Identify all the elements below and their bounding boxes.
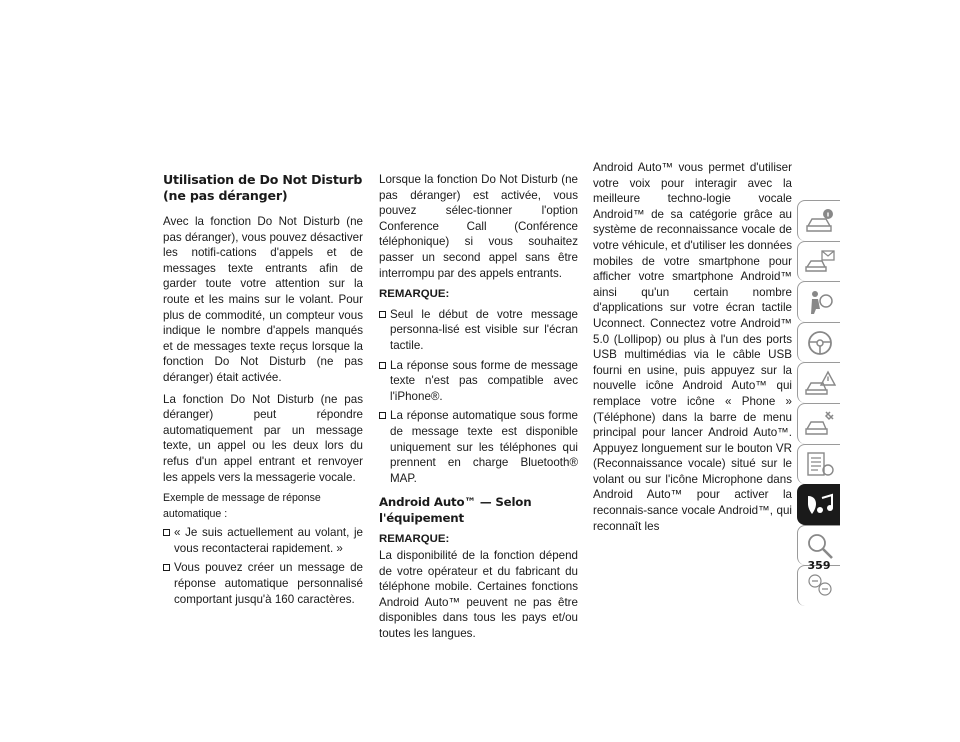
checkbox-bullet-icon: [163, 564, 170, 571]
car-messages-icon: [804, 247, 836, 277]
steering-wheel-icon: [804, 328, 836, 358]
tab-warning[interactable]: [797, 362, 840, 403]
example-label: Exemple de message de réponse automatique :: [163, 492, 321, 520]
multimedia-music-icon: [804, 490, 836, 520]
tab-safety[interactable]: [797, 281, 840, 322]
paragraph: La fonction Do Not Disturb (ne pas déranger) peut répondre automatiquement par un message texte, un appel ou les deux lors du refus d'un appel entrant et renvoyer les appels vers la messagerie vocale.: [163, 392, 363, 484]
tab-multimedia[interactable]: [797, 484, 840, 525]
checkbox-bullet-icon: [163, 529, 170, 536]
chapter-tabs: [797, 200, 841, 606]
safety-airbag-icon: [804, 287, 836, 317]
paragraph: La disponibilité de la fonction dépend de votre opérateur et du fabricant du téléphone mobile. Certaines fonctions Android Auto™ peuvent ne pas être disponibles dans tous les pays et/ou toutes les langues.: [379, 549, 578, 641]
section-heading-android-auto: Android Auto™ — Selon l'équipement: [379, 495, 532, 525]
paragraph: Avec la fonction Do Not Disturb (ne pas déranger), vous pouvez désactiver les notifi-cations d'appels et de messages texte entrants afin de garder toute votre attention sur la route et les mains sur le volant. Pour plus de commodité, un compteur vous indique le nombre d'appels manqués et de messages texte reçus lorsque la fonction Do Not Disturb (ne pas déranger) était activée.: [163, 215, 363, 384]
column-3: [593, 160, 792, 540]
section-heading-do-not-disturb: Utilisation de Do Not Disturb (ne pas déranger): [163, 172, 363, 203]
page-number: 359: [807, 559, 831, 572]
note-label: REMARQUE:: [379, 533, 450, 546]
tab-steering[interactable]: [797, 322, 840, 363]
checkbox-bullet-icon: [379, 362, 386, 369]
warning-car-icon: [804, 368, 836, 398]
car-service-icon: [804, 409, 836, 439]
bullet-list: [163, 525, 363, 607]
car-info-icon: [804, 206, 836, 236]
column-1: [163, 172, 363, 613]
tab-service[interactable]: [797, 403, 840, 444]
column-2: [379, 172, 578, 648]
paragraph: Android Auto™ vous permet d'utiliser votre voix pour interagir avec la meilleure techno-logie vocale Android™ de sa catégorie grâce au système de reconnaissance vocale de votre véhicule, et d'utiliser les données mobiles de votre smartphone pour afficher votre smartphone Android™ ainsi qu'un certain nombre d'applications sur votre écran tactile Uconnect. Connectez votre Android™ 5.0 (Lollipop) ou plus à l'un des ports USB multimédias via le câble USB fourni en usine, puis appuyez sur la nouvelle icône Android Auto™ qui remplace votre icône « Phone » (Téléphone) dans la barre de menu principal pour lancer Android Auto™. Appuyez longuement sur le bouton VR (Reconnaissance vocale) situé sur le volant ou sur l'icône Microphone dans Android Auto™ pour activer la reconnais-sance vocale Android™, qui reconnaît les: [593, 161, 792, 533]
list-item: La réponse automatique sous forme de message texte est disponible uniquement sur les téléphones qui prennent en charge Bluetooth® MAP.: [379, 408, 578, 486]
tab-specifications[interactable]: [797, 444, 840, 485]
list-item: Vous pouvez créer un message de réponse automatique personnalisé comportant jusqu'à 160 caractères.: [163, 560, 363, 607]
checkbox-bullet-icon: [379, 311, 386, 318]
specifications-list-icon: [804, 450, 836, 480]
paragraph: Lorsque la fonction Do Not Disturb (ne pas déranger) est activée, vous pouvez sélec-tionner l'option Conference Call (Conférence téléphonique) si vous souhaitez passer un second appel sans être interrompu par des appels entrants.: [379, 173, 578, 280]
magnifier-index-icon: [804, 531, 836, 561]
list-item: La réponse sous forme de message texte n'est pas compatible avec l'iPhone®.: [379, 358, 578, 405]
tab-car-info[interactable]: [797, 200, 840, 241]
bullet-list: [379, 307, 578, 487]
list-item: « Je suis actuellement au volant, je vous recontacterai rapidement. »: [163, 525, 363, 556]
note-label: REMARQUE:: [379, 288, 450, 301]
checkbox-bullet-icon: [379, 412, 386, 419]
tab-car-messages[interactable]: [797, 241, 840, 282]
list-item: Seul le début de votre message personna-lisé est visible sur l'écran tactile.: [379, 307, 578, 354]
languages-icon: [804, 571, 836, 601]
